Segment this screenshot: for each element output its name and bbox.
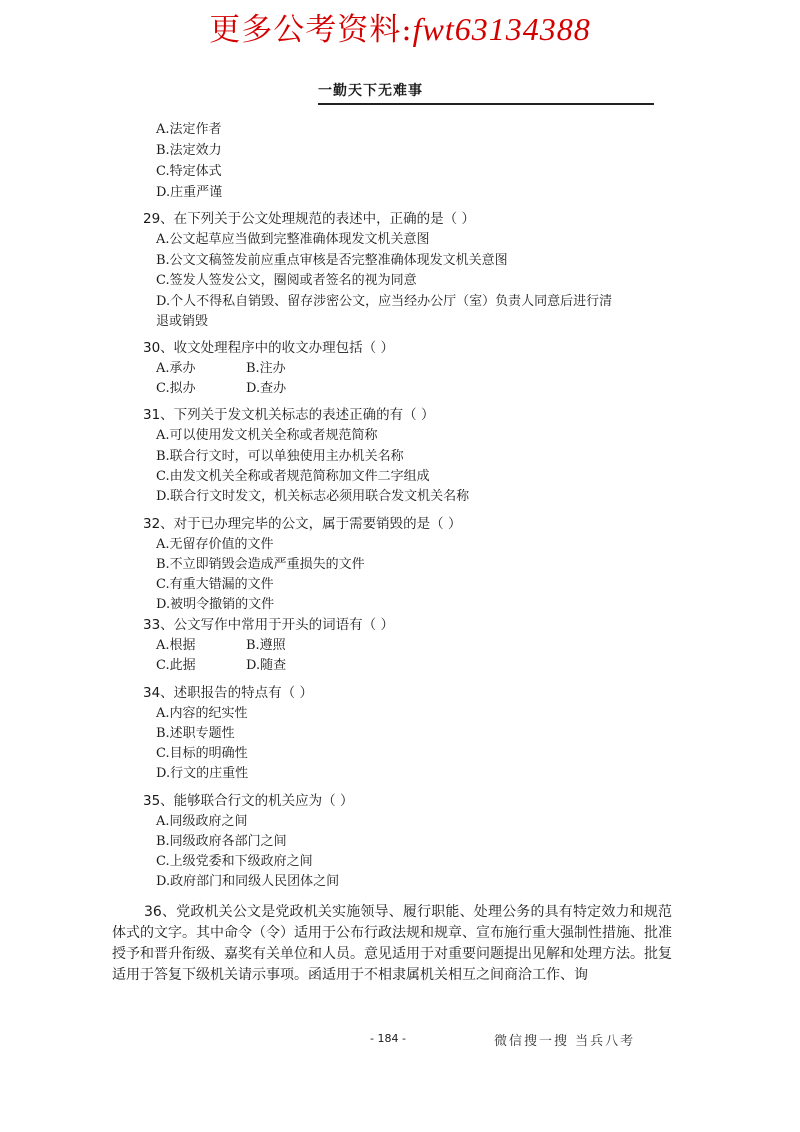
q32-option-a: A.无留存价值的文件 [156, 537, 274, 552]
q33-option-b: B.遵照 [246, 638, 286, 653]
q30-option-c: C.拟办 [156, 381, 196, 396]
q34-option-a: A.内容的纪实性 [156, 706, 248, 721]
q29-option-a: A.公文起草应当做到完整准确体现发文机关意图 [156, 232, 430, 247]
promo-banner [0, 4, 800, 49]
q28-option-a: A.法定作者 [156, 122, 222, 137]
q30-stem: 30、收文处理程序中的收文办理包括（ ） [143, 340, 394, 356]
q35-option-c: C.上级党委和下级政府之间 [156, 854, 313, 869]
q33-stem: 33、公文写作中常用于开头的词语有（ ） [143, 617, 394, 633]
banner-prefix: 更多公考资料: [209, 12, 413, 48]
q28-option-c: C.特定体式 [156, 164, 222, 179]
banner-contact: fwt63134388 [412, 11, 591, 47]
q32-option-c: C.有重大错漏的文件 [156, 577, 274, 592]
q34-option-b: B.述职专题性 [156, 726, 235, 741]
q33-option-d: D.随查 [246, 658, 287, 673]
q31-option-a: A.可以使用发文机关全称或者规范简称 [156, 428, 378, 443]
q35-option-a: A.同级政府之间 [156, 814, 248, 829]
q34-option-c: C.目标的明确性 [156, 746, 248, 761]
footer-note: 微信搜一搜 当兵八考 [494, 1034, 636, 1049]
q35-stem: 35、能够联合行文的机关应为（ ） [143, 793, 354, 809]
q30-option-d: D.查办 [246, 381, 287, 396]
q29-option-d: D.个人不得私自销毁、留存涉密公文，应当经办公厅（室）负责人同意后进行清 [156, 294, 613, 309]
q29-option-b: B.公文文稿签发前应重点审核是否完整准确体现发文机关意图 [156, 253, 508, 268]
q32-option-d: D.被明令撤销的文件 [156, 597, 275, 612]
q33-option-c: C.此据 [156, 658, 196, 673]
q29-stem: 29、在下列关于公文处理规范的表述中，正确的是（ ） [143, 211, 475, 227]
q32-stem: 32、对于已办理完毕的公文，属于需要销毁的是（ ） [143, 516, 462, 532]
q28-option-b: B.法定效力 [156, 143, 222, 158]
q29-option-c: C.签发人签发公文，圈阅或者签名的视为同意 [156, 273, 417, 288]
q30-option-b: B.注办 [246, 361, 286, 376]
running-head: 一勤天下无难事 [318, 80, 654, 105]
q30-option-a: A.承办 [156, 361, 196, 376]
q33-option-a: A.根据 [156, 638, 196, 653]
q36-paragraph: 36、党政机关公文是党政机关实施领导、履行职能、处理公务的具有特定效力和规范体式的文字。其中命令（令）适用于公布行政法规和规章、宣布施行重大强制性措施、批准授予和晋升衔级、嘉奖有关单位和人员。意见适用于对重要问题提出见解和处理方法。批复适用于答复下级机关请示事项。函适用于不相隶属机关相互之间商洽工作、询 [112, 904, 672, 983]
q28-option-d: D.庄重严谨 [156, 185, 223, 200]
q31-option-c: C.由发文机关全称或者规范简称加文件二字组成 [156, 469, 430, 484]
q29-option-d-cont: 退或销毁 [156, 314, 209, 329]
q34-option-d: D.行文的庄重性 [156, 766, 249, 781]
q31-option-b: B.联合行文时，可以单独使用主办机关名称 [156, 449, 404, 464]
q35-option-b: B.同级政府各部门之间 [156, 834, 287, 849]
q35-option-d: D.政府部门和同级人民团体之间 [156, 874, 340, 889]
page-number: - 184 - [370, 1032, 406, 1045]
q31-stem: 31、下列关于发文机关标志的表述正确的有（ ） [143, 407, 435, 423]
q32-option-b: B.不立即销毁会造成严重损失的文件 [156, 557, 365, 572]
q34-stem: 34、述职报告的特点有（ ） [143, 685, 313, 701]
q31-option-d: D.联合行文时发文，机关标志必须用联合发文机关名称 [156, 489, 470, 504]
